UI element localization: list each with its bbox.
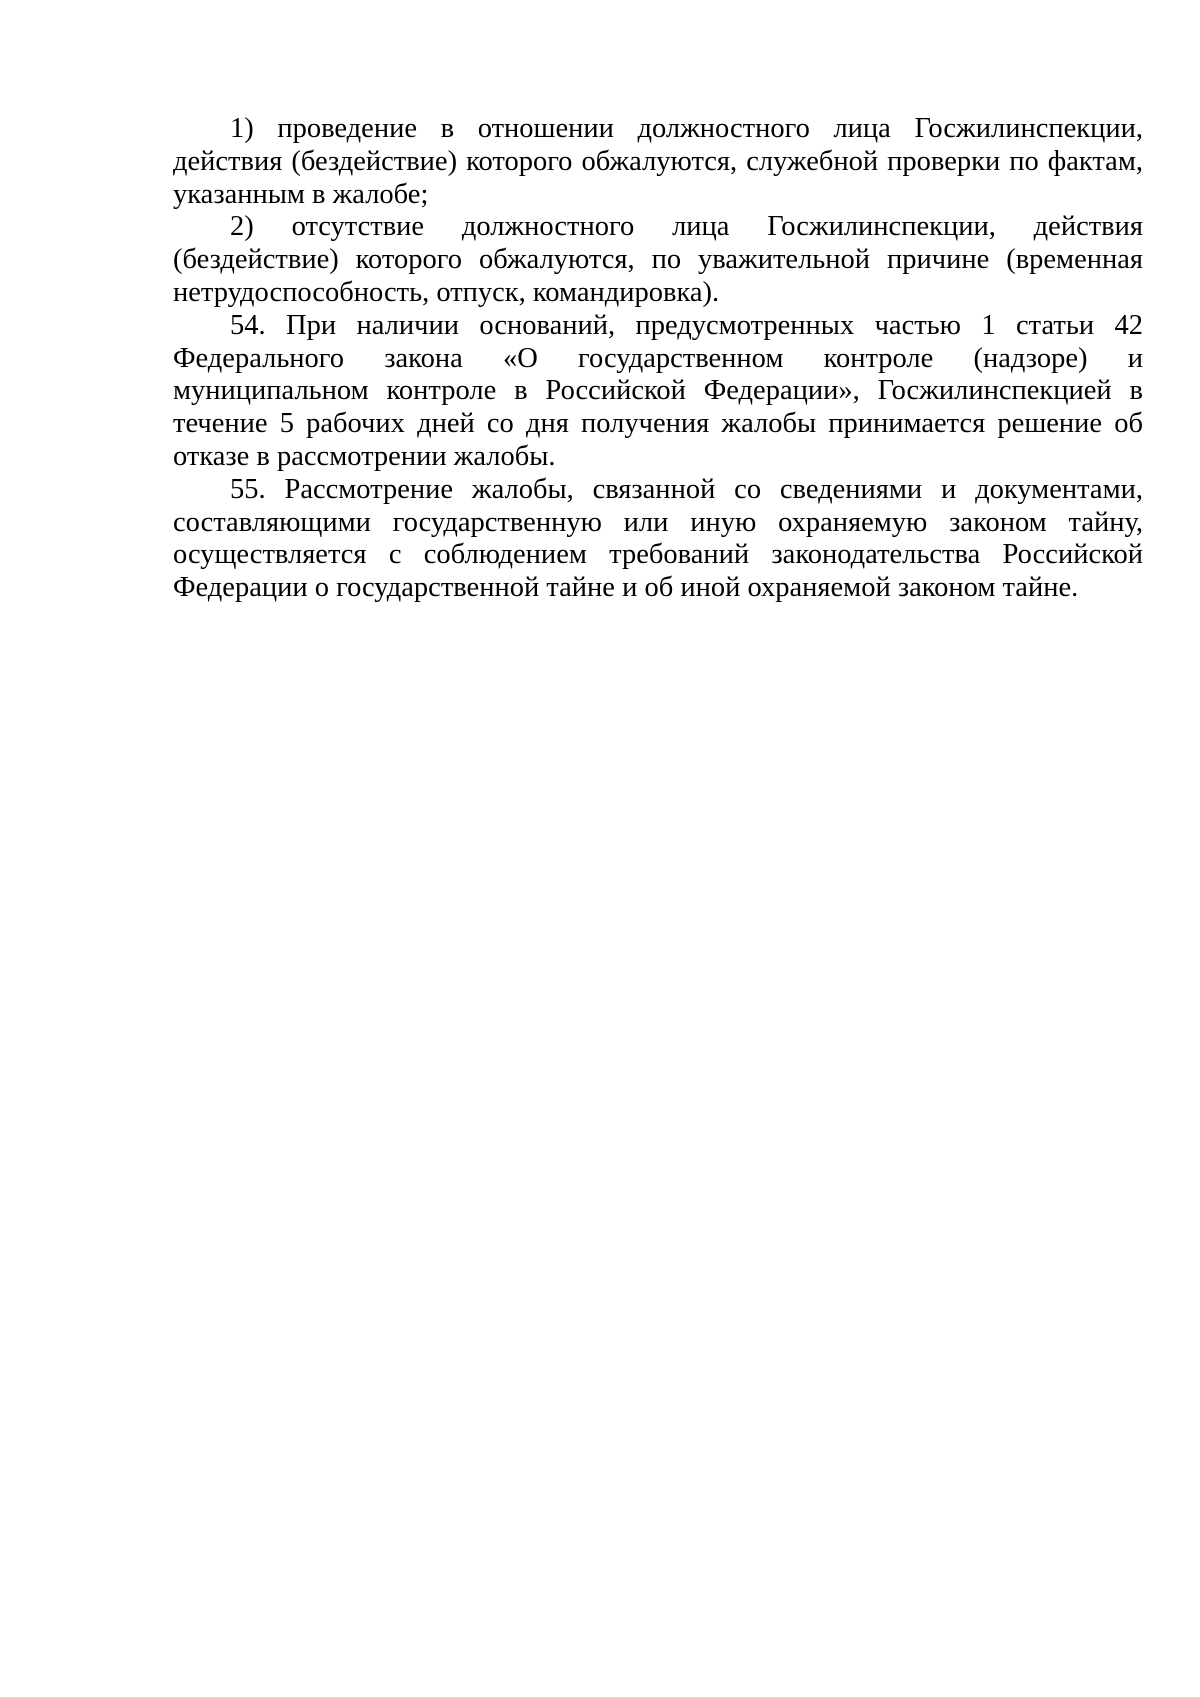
paragraph-item-2: 2) отсутствие должностного лица Госжилинспекции, действия (бездействие) которого обжалуются, по уважительной причине (временная нетрудоспособность, отпуск, командировка).: [173, 211, 1143, 308]
paragraph-55: 55. Рассмотрение жалобы, связанной со сведениями и документами, составляющими государственную или иную охраняемую законом тайну, осуществляется с соблюдением требований законодательства Российской Федерации о государственной тайне и об иной охраняемой законом тайне.: [173, 473, 1143, 604]
document-body: [173, 113, 1143, 605]
paragraph-item-1: 1) проведение в отношении должностного лица Госжилинспекции, действия (бездействие) которого обжалуются, служебной проверки по фактам, указанным в жалобе;: [173, 113, 1143, 210]
paragraph-54: 54. При наличии оснований, предусмотренных частью 1 статьи 42 Федерального закона «О государственном контроле (надзоре) и муниципальном контроле в Российской Федерации», Госжилинспекцией в течение 5 рабочих дней со дня получения жалобы принимается решение об отказе в рассмотрении жалобы.: [173, 309, 1143, 472]
